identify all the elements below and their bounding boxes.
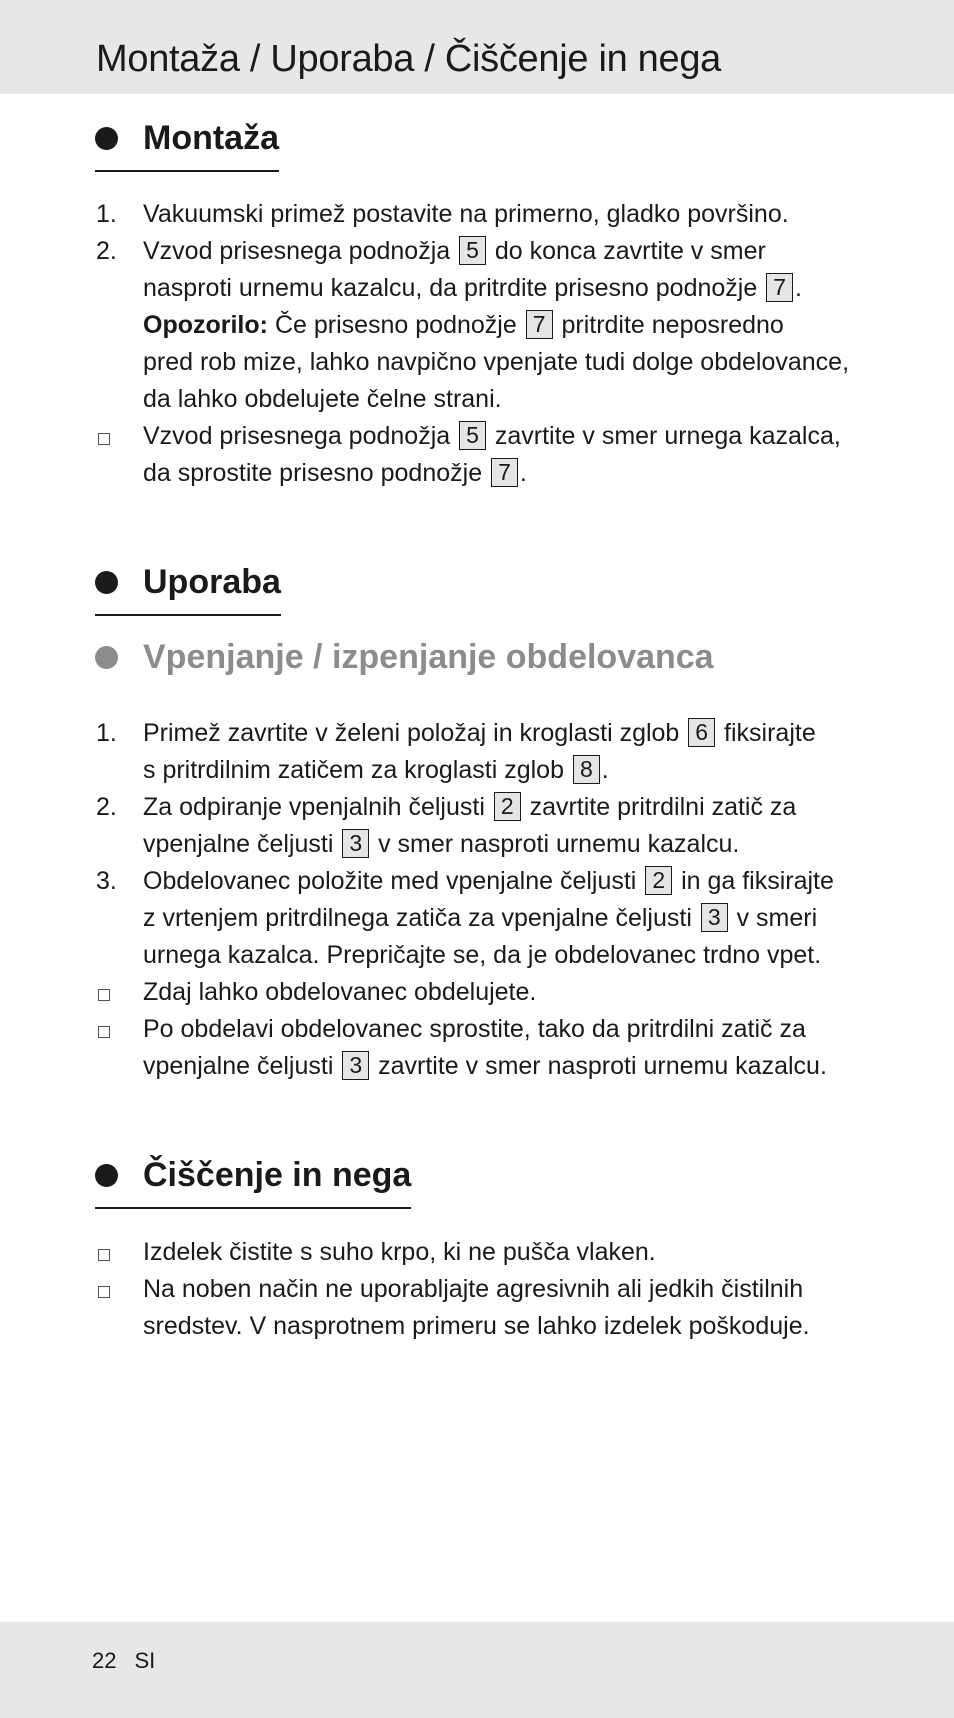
text-line bbox=[143, 715, 873, 752]
part-reference-badge: 3 bbox=[342, 1051, 369, 1080]
list-number: 3. bbox=[96, 867, 117, 895]
part-reference-badge: 5 bbox=[459, 236, 486, 265]
part-reference-badge: 7 bbox=[491, 458, 518, 487]
section-heading-label: Čiščenje in nega bbox=[143, 1156, 412, 1194]
text-line: urnega kazalca. Prepričajte se, da je obdelovanec trdno vpet. bbox=[143, 941, 822, 969]
text-line: pred rob mize, lahko navpično vpenjate tudi dolge obdelovance, bbox=[143, 348, 850, 376]
text-line bbox=[143, 233, 873, 270]
text-span: nasproti urnemu kazalcu, da pritrdite prisesno podnožje bbox=[143, 274, 758, 302]
text-line: da lahko obdelujete čelne strani. bbox=[143, 385, 502, 413]
text-line bbox=[143, 826, 873, 863]
text-line: sredstev. V nasprotnem primeru se lahko izdelek poškoduje. bbox=[143, 1312, 810, 1340]
text-span: . bbox=[794, 274, 802, 302]
list-item-text bbox=[143, 789, 873, 863]
text-span: pritrdite neposredno bbox=[561, 311, 784, 339]
list-item-text bbox=[143, 196, 873, 233]
bullet-dot-icon bbox=[95, 646, 118, 669]
language-code: SI bbox=[134, 1648, 156, 1673]
text-span: da sprostite prisesno podnožje bbox=[143, 459, 483, 487]
text-line: Izdelek čistite s suho krpo, ki ne pušča vlaken. bbox=[143, 1238, 656, 1266]
text-line bbox=[143, 307, 873, 344]
text-span: v smer nasproti urnemu kazalcu. bbox=[378, 830, 740, 858]
part-reference-badge: 5 bbox=[459, 421, 486, 450]
text-span: Primež zavrtite v želeni položaj in kroglasti zglob bbox=[143, 719, 680, 747]
page-footer bbox=[92, 1648, 155, 1674]
checkbox-bullet-icon bbox=[98, 433, 110, 445]
checkbox-bullet-icon bbox=[98, 1249, 110, 1261]
part-reference-badge: 7 bbox=[766, 273, 793, 302]
text-line: Zdaj lahko obdelovanec obdelujete. bbox=[143, 978, 537, 1006]
text-span: s pritrdilnim zatičem za kroglasti zglob bbox=[143, 756, 564, 784]
section-heading-label: Montaža bbox=[143, 119, 279, 157]
list-item-text bbox=[143, 974, 873, 1011]
list-number: 1. bbox=[96, 200, 117, 228]
section-heading-ciscenje bbox=[95, 1149, 411, 1209]
section-heading-uporaba bbox=[95, 556, 281, 616]
list-item-text bbox=[143, 233, 873, 418]
list-item-text bbox=[143, 863, 873, 974]
text-span: do konca zavrtite v smer bbox=[494, 237, 766, 265]
text-span: zavrtite v smer urnega kazalca, bbox=[494, 422, 841, 450]
text-span: . bbox=[601, 756, 609, 784]
text-line bbox=[143, 1048, 873, 1085]
list-number: 1. bbox=[96, 719, 117, 747]
text-line bbox=[143, 900, 873, 937]
part-reference-badge: 7 bbox=[526, 310, 553, 339]
text-line bbox=[143, 455, 873, 492]
text-span: Vzvod prisesnega podnožja bbox=[143, 422, 451, 450]
part-reference-badge: 6 bbox=[688, 718, 715, 747]
list-item-text bbox=[143, 1011, 873, 1085]
text-line bbox=[143, 270, 873, 307]
checkbox-bullet-icon bbox=[98, 1286, 110, 1298]
list-item-text bbox=[143, 1271, 873, 1345]
text-line bbox=[143, 752, 873, 789]
list-item-text bbox=[143, 418, 873, 492]
text-span: vpenjalne čeljusti bbox=[143, 830, 334, 858]
section-heading-montaza bbox=[95, 112, 279, 172]
bullet-dot-icon bbox=[95, 571, 118, 594]
part-reference-badge: 3 bbox=[701, 903, 728, 932]
part-reference-badge: 3 bbox=[342, 829, 369, 858]
text-span: fiksirajte bbox=[724, 719, 816, 747]
part-reference-badge: 2 bbox=[494, 792, 521, 821]
checkbox-bullet-icon bbox=[98, 989, 110, 1001]
subheading-vpenjanje bbox=[95, 640, 714, 674]
text-line bbox=[143, 418, 873, 455]
text-line bbox=[143, 789, 873, 826]
subheading-label: Vpenjanje / izpenjanje obdelovanca bbox=[143, 638, 714, 676]
bullet-dot-icon bbox=[95, 127, 118, 150]
text-span: Če prisesno podnožje bbox=[274, 311, 517, 339]
text-line bbox=[143, 863, 873, 900]
text-span: vpenjalne čeljusti bbox=[143, 1052, 334, 1080]
text-span: v smeri bbox=[736, 904, 818, 932]
text-span: Obdelovanec položite med vpenjalne čeljusti bbox=[143, 867, 637, 895]
list-number: 2. bbox=[96, 237, 117, 265]
text-line: Po obdelavi obdelovanec sprostite, tako da pritrdilni zatič za bbox=[143, 1015, 806, 1043]
page-title: Montaža / Uporaba / Čiščenje in nega bbox=[96, 38, 722, 80]
text-span: zavrtite pritrdilni zatič za bbox=[529, 793, 797, 821]
text-line: Na noben način ne uporabljajte agresivnih ali jedkih čistilnih bbox=[143, 1275, 804, 1303]
part-reference-badge: 8 bbox=[573, 755, 600, 784]
text-span: z vrtenjem pritrdilnega zatiča za vpenjalne čeljusti bbox=[143, 904, 692, 932]
text-span: Za odpiranje vpenjalnih čeljusti bbox=[143, 793, 485, 821]
text-span: Vzvod prisesnega podnožja bbox=[143, 237, 451, 265]
list-item-text bbox=[143, 1234, 873, 1271]
text-line: Vakuumski primež postavite na primerno, gladko površino. bbox=[143, 200, 789, 228]
bullet-dot-icon bbox=[95, 1164, 118, 1187]
section-heading-label: Uporaba bbox=[143, 563, 281, 601]
part-reference-badge: 2 bbox=[645, 866, 672, 895]
text-span: zavrtite v smer nasproti urnemu kazalcu. bbox=[378, 1052, 827, 1080]
text-span: in ga fiksirajte bbox=[681, 867, 834, 895]
text-span: . bbox=[519, 459, 527, 487]
list-number: 2. bbox=[96, 793, 117, 821]
checkbox-bullet-icon bbox=[98, 1026, 110, 1038]
list-item-text bbox=[143, 715, 873, 789]
warning-label: Opozorilo: bbox=[143, 311, 268, 339]
page-number: 22 bbox=[92, 1648, 117, 1673]
